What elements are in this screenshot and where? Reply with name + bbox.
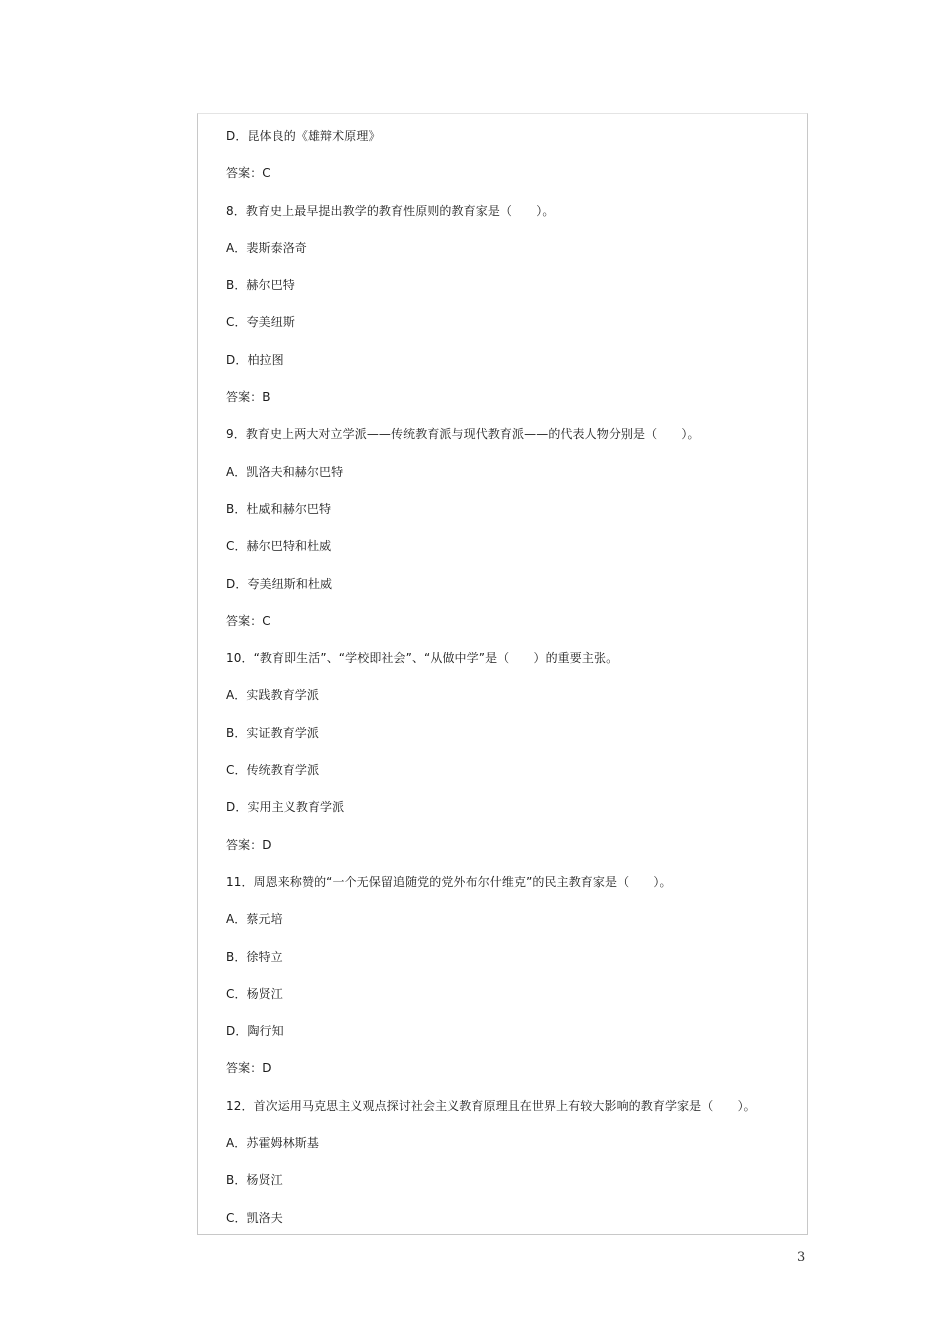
option-line: C．传统教育学派	[226, 763, 320, 778]
question-line: 8．教育史上最早提出教学的教育性原则的教育家是（ ）。	[226, 203, 555, 218]
option-line: A．蔡元培	[226, 912, 283, 927]
answer-line: 答案：C	[226, 613, 271, 628]
option-line: A．凯洛夫和赫尔巴特	[226, 464, 344, 479]
option-line: B．杜威和赫尔巴特	[226, 501, 332, 516]
option-line: B．赫尔巴特	[226, 278, 295, 293]
question-line: 9．教育史上两大对立学派——传统教育派与现代教育派——的代表人物分别是（ ）。	[226, 427, 700, 442]
option-line: B．杨贤江	[226, 1173, 283, 1188]
question-line: 10．“教育即生活”、“学校即社会”、“从做中学”是（ ）的重要主张。	[226, 651, 619, 666]
option-line: C．杨贤江	[226, 986, 283, 1001]
page-number: 3	[797, 1250, 806, 1265]
option-line: D．陶行知	[226, 1024, 284, 1039]
option-line: B．徐特立	[226, 949, 283, 964]
option-line: A．苏霍姆林斯基	[226, 1136, 320, 1151]
option-line: A．裴斯泰洛奇	[226, 240, 307, 255]
option-line: C．凯洛夫	[226, 1210, 283, 1225]
option-line: C．赫尔巴特和杜威	[226, 539, 332, 554]
option-line: D．夸美纽斯和杜威	[226, 576, 333, 591]
option-line: D．昆体良的《雄辩术原理》	[226, 129, 381, 143]
question-line: 12．首次运用马克思主义观点探讨社会主义教育原理且在世界上有较大影响的教育学家是（ ）。	[226, 1098, 756, 1113]
option-line: D．柏拉图	[226, 352, 284, 367]
answer-line: 答案：B	[226, 390, 271, 405]
option-line: A．实践教育学派	[226, 688, 320, 703]
option-line: D．实用主义教育学派	[226, 800, 345, 815]
question-line: 11．周恩来称赞的“一个无保留追随党的党外布尔什维克”的民主教育家是（ ）。	[226, 874, 672, 889]
option-line: C．夸美纽斯	[226, 315, 295, 330]
answer-line: 答案：C	[226, 166, 271, 181]
answer-line: 答案：D	[226, 837, 272, 852]
option-line: B．实证教育学派	[226, 725, 320, 740]
question-list	[226, 127, 796, 1246]
answer-line: 答案：D	[226, 1061, 272, 1076]
